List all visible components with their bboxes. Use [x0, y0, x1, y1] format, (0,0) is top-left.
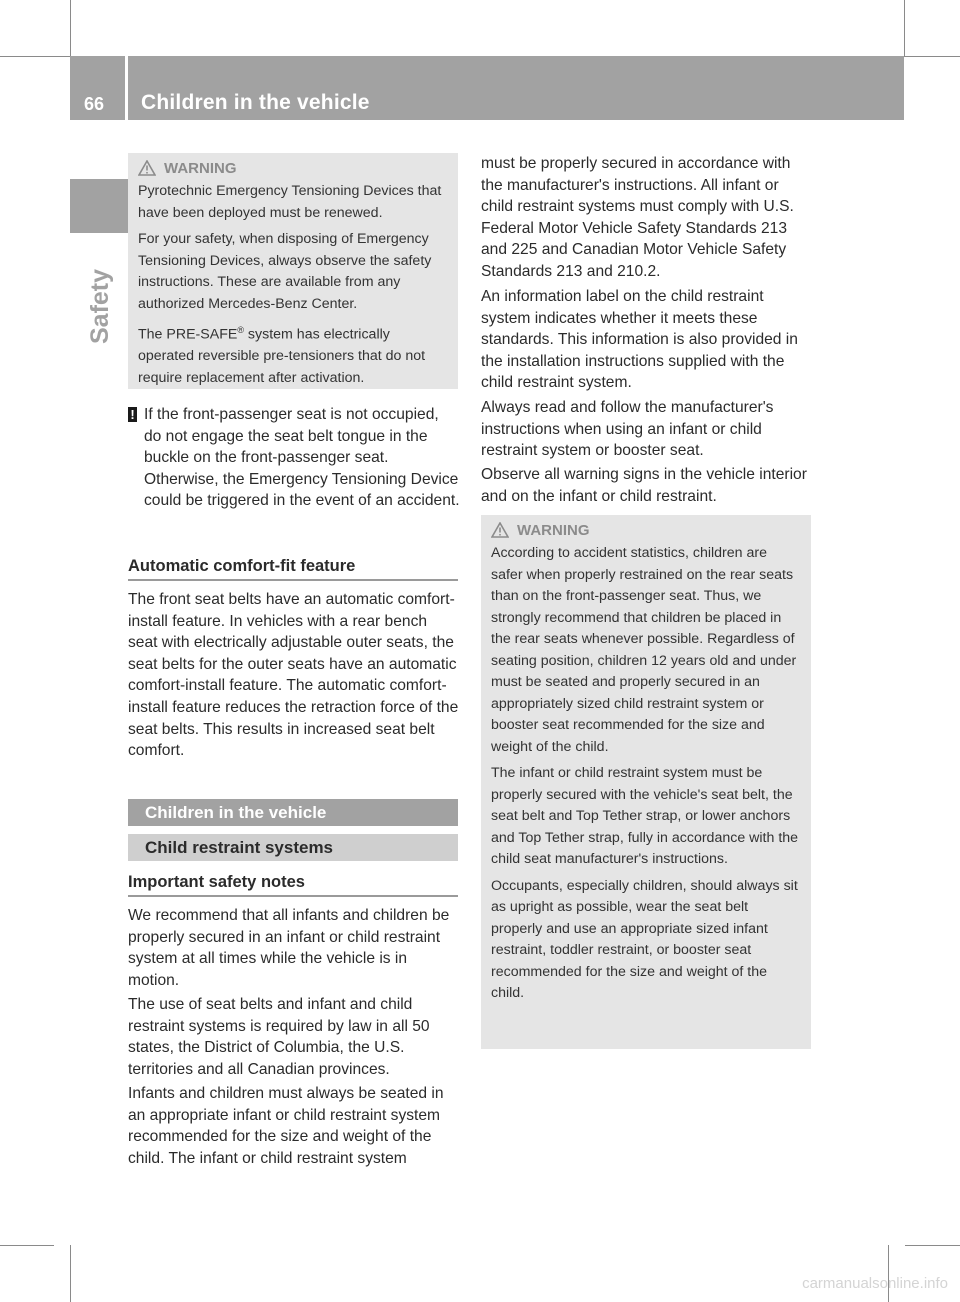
warning-paragraph: For your safety, when disposing of Emergency Tensioning Devices, always observe the safety instructions. These are available from any authorized Mercedes-Benz Center.: [138, 231, 432, 312]
caution-note-text: If the front-passenger seat is not occupied, do not engage the seat belt tongue in the buckle on the front-passenger seat. Otherwise, the Emergency Tensioning Device could be triggered in the event of an accident.: [144, 406, 460, 510]
warning-box-right: [481, 515, 811, 1049]
crop-mark: [904, 0, 905, 56]
warning-heading: [138, 159, 448, 177]
comfort-fit-paragraph: The front seat belts have an automatic comfort-install feature. In vehicles with a rear bench seat with electrically adjustable outer seats, the seat belts for the outer seats have an automatic comfort-install feature. The automatic comfort-install feature reduces the retraction force of the seat belts. This results in increased seat belt comfort.: [128, 591, 459, 760]
warning-paragraph: According to accident statistics, children are safer when properly restrained on the rear seats than on the front-passenger seat. Thus, we strongly recommend that children be placed in the rear seats whenever possible. Regardless of seating position, children 12 years old and under must be seated and properly secured in an appropriately sized child restraint system or booster seat recommended for the size and weight of the child.: [491, 545, 797, 755]
safety-notes-paragraph: We recommend that all infants and children be properly secured in an infant or child restraint system at all times while the vehicle is in motion.: [128, 907, 450, 989]
warning-signs-paragraph: Observe all warning signs in the vehicle interior and on the infant or child restraint.: [481, 466, 807, 505]
section-heading-comfort-fit: Automatic comfort-fit feature: [128, 557, 356, 575]
section-heading-safety-notes: Important safety notes: [128, 873, 305, 891]
page-number: 66: [84, 94, 105, 114]
crop-mark: [905, 1245, 960, 1246]
crop-mark: [70, 0, 71, 56]
crop-mark: [0, 56, 70, 57]
exclamation-icon: !: [128, 407, 137, 422]
section-band-children: Children in the vehicle: [128, 799, 458, 826]
crop-mark: [0, 1245, 54, 1246]
warning-paragraph: The infant or child restraint system must be properly secured with the vehicle's seat belt, the seat belt and Top Tether strap, or lower anchors and Top Tether strap, fully in accordance with the child seat manufacturer's instructions.: [491, 765, 799, 867]
warning-paragraph: Pyrotechnic Emergency Tensioning Devices that have been deployed must be renewed.: [138, 183, 442, 221]
restraint-standards-paragraph: must be properly secured in accordance with the manufacturer's instructions. All infant or child restraint systems must comply with U.S. Federal Motor Vehicle Safety Standards 213 and 225 and Canadian Motor Vehicle Safety Standards 213 and 210.2.: [481, 155, 794, 280]
warning-triangle-icon: [491, 522, 509, 538]
warning-heading-text: WARNING: [164, 159, 237, 177]
caution-note: [128, 404, 460, 512]
warning-paragraph-presafe: [138, 320, 448, 389]
header-divider: [125, 56, 128, 120]
chapter-tab: [70, 179, 128, 233]
warning-box-left: [128, 153, 458, 389]
info-label-paragraph: An information label on the child restraint system indicates whether it meets these standards. This information is also provided in the installation instructions supplied with the child restraint system.: [481, 288, 798, 392]
manufacturer-paragraph: Always read and follow the manufacturer's instructions when using an infant or child restraint system or booster seat.: [481, 399, 774, 460]
presafe-text: The PRE-SAFE: [138, 326, 238, 343]
crop-mark: [904, 56, 960, 57]
warning-triangle-icon: [138, 160, 156, 176]
heading-rule: [128, 579, 458, 581]
registered-mark: ®: [237, 325, 244, 335]
presafe-text-rest: system has electrically operated reversible pre-tensioners that do not require replacement after activation.: [138, 326, 426, 386]
heading-rule: [128, 895, 458, 897]
crop-mark: [888, 1245, 889, 1302]
warning-paragraph: Occupants, especially children, should always sit as upright as possible, wear the seat belt properly and use an appropriate sized infant restraint, toddler restraint, or booster seat recommended for the size and weight of the child.: [491, 877, 798, 1001]
warning-heading-text: WARNING: [517, 521, 590, 539]
subsection-band-restraints: Child restraint systems: [128, 834, 458, 861]
safety-notes-paragraph: The use of seat belts and infant and child restraint systems is required by law in all 50 states, the District of Columbia, the U.S. territories and all Canadian provinces.: [128, 996, 430, 1078]
chapter-label: Safety: [86, 268, 114, 344]
safety-notes-paragraph: Infants and children must always be seated in an appropriate infant or child restraint system recommended for the size and weight of the child. The infant or child restraint system: [128, 1085, 444, 1167]
chapter-label-wrap: [86, 234, 116, 344]
page-title: Children in the vehicle: [141, 91, 370, 114]
watermark: carmanualsonline.info: [802, 1275, 948, 1292]
warning-heading: [491, 521, 801, 539]
crop-mark: [70, 1245, 71, 1302]
